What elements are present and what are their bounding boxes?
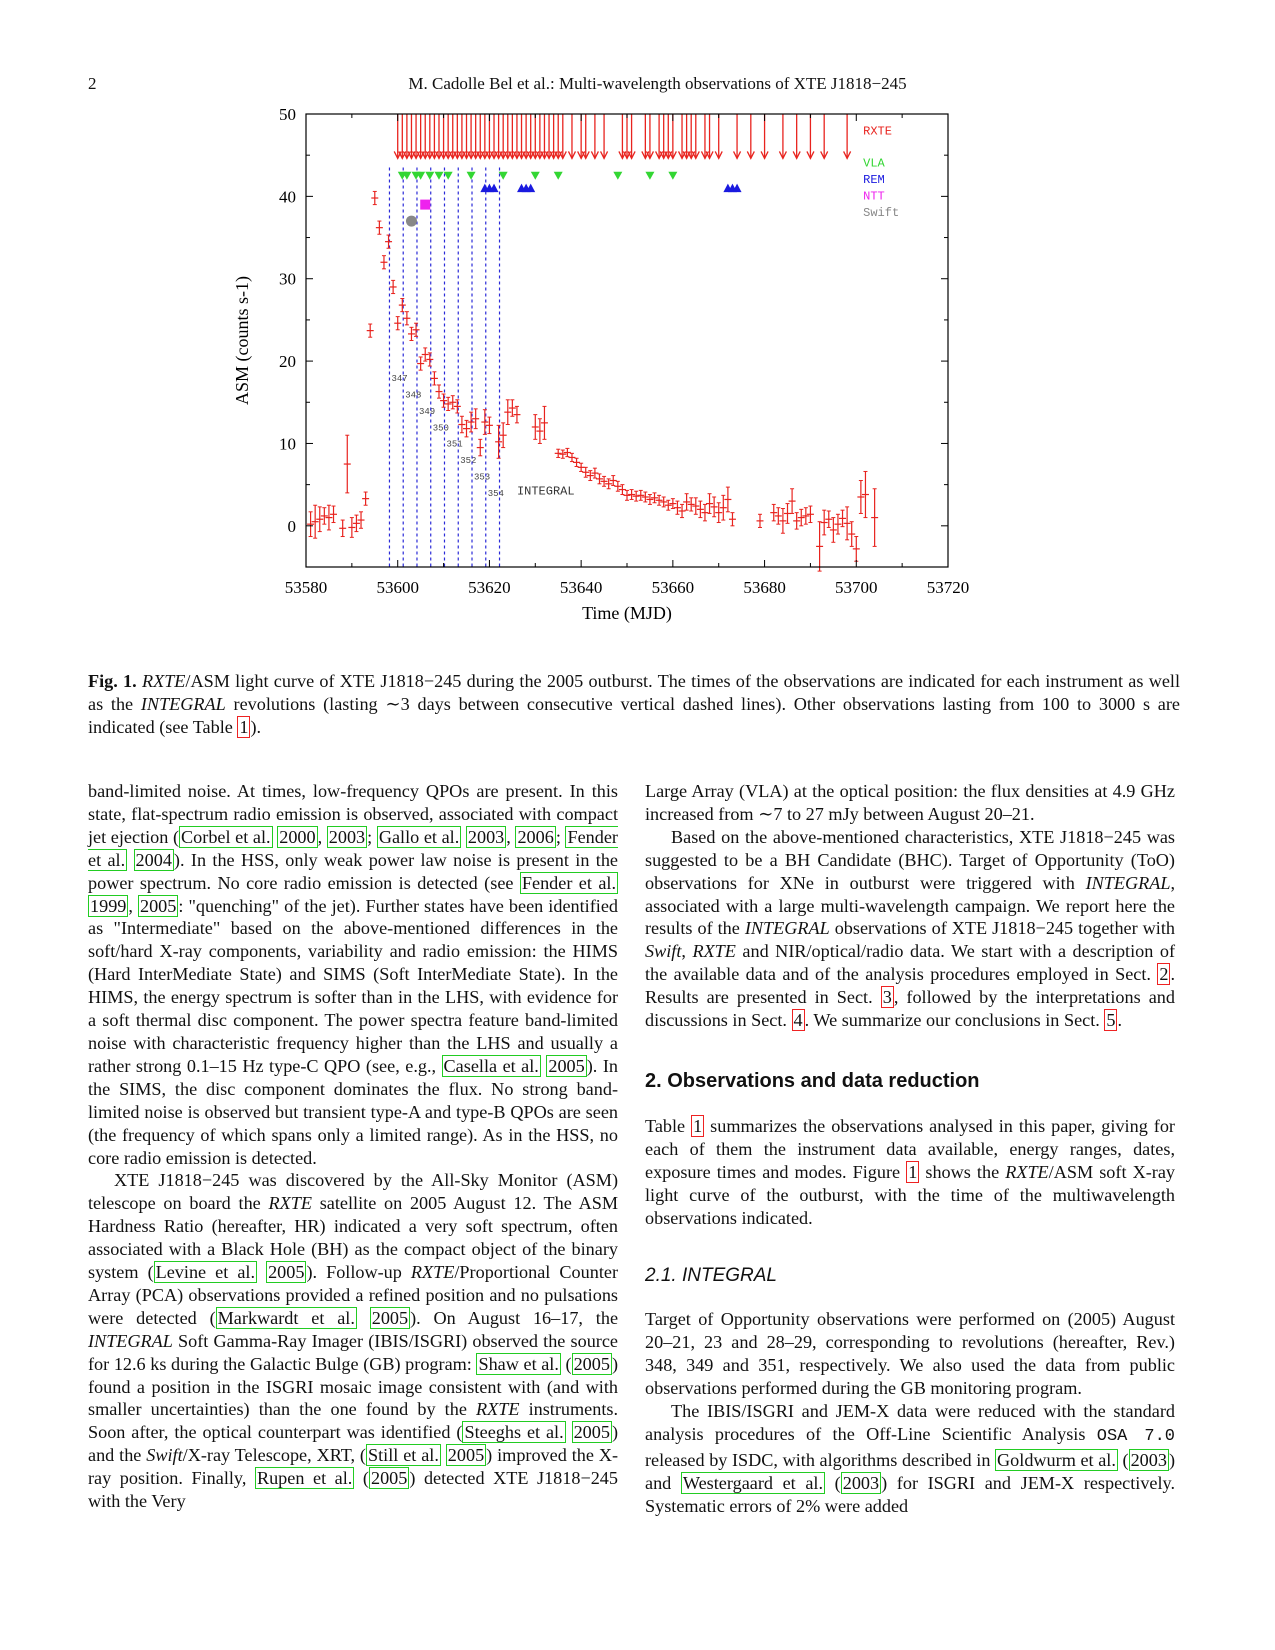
- asm-data-point: [458, 416, 465, 432]
- citation-link[interactable]: Steeghs et al.: [464, 1422, 564, 1443]
- asm-data-point: [390, 280, 397, 293]
- revolution-label: 353: [474, 472, 491, 483]
- asm-data-point: [362, 492, 369, 505]
- asm-data-point: [711, 497, 718, 517]
- rxte-arrow: [435, 114, 442, 158]
- x-tick-label: 53660: [651, 578, 695, 597]
- asm-data-point: [637, 490, 644, 500]
- revolution-label: 348: [405, 390, 422, 401]
- rxte-arrow: [683, 114, 690, 158]
- revolution-label: 349: [418, 406, 436, 417]
- citation-link[interactable]: 2003: [467, 826, 505, 847]
- asm-data-point: [821, 510, 828, 535]
- paragraph: Based on the above-mentioned characteristics, XTE J1818−245 was suggested to be a BH Candidate (BHC). Target of Opportunity (ToO) observations for XNe in outburst were triggered with INTEGRAL, associated with a large multi-wavelength campaign. We report here the results of the INTEGRAL observations of XTE J1818−245 together with Swift, RXTE and NIR/optical/radio data. We start with a description of the available data and of the analysis procedures employed in Sect. 2 . Results are presented in Sect. 3 , followed by the interpretations and discussions in Sect. 4 . We summarize our conclusions in Sect. 5 .: [645, 826, 1176, 1031]
- running-head: M. Cadolle Bel et al.: Multi-wavelength observations of XTE J1818−245: [408, 74, 907, 93]
- rxte-arrow: [679, 114, 686, 158]
- x-tick-label: 53720: [926, 578, 970, 597]
- rxte-arrow: [715, 114, 722, 158]
- rxte-arrow: [468, 114, 475, 158]
- rxte-arrow: [504, 114, 511, 158]
- caption-text: RXTE/ASM light curve of XTE J1818−245 during the 2005 outburst. The times of the observations are indicated for each instrument as well as the INTEGRAL revolutions (lasting ∼3 days between consecutive vertical dashed lines). Other observations lasting from 100 to 3000 s are indicated (see Table: [88, 671, 1181, 737]
- rxte-arrow: [844, 114, 851, 158]
- rxte-arrow: [399, 114, 406, 158]
- asm-data-point: [376, 221, 383, 234]
- asm-data-point: [834, 514, 841, 534]
- asm-data-point: [798, 509, 805, 525]
- italic-term: INTEGRAL: [744, 918, 830, 939]
- asm-data-point: [564, 448, 571, 456]
- paragraph: Large Array (VLA) at the optical position: the flux densities at 4.9 GHz increased from ∼7 to 27 mJy between August 20–21.: [645, 781, 1175, 824]
- asm-data-point: [646, 495, 653, 505]
- asm-data-point: [495, 425, 502, 458]
- citation-link[interactable]: 2005: [447, 1445, 485, 1466]
- asm-data-point: [463, 420, 470, 436]
- asm-data-point: [568, 453, 575, 461]
- y-tick-label: 40: [279, 187, 296, 207]
- x-tick-label: 53700: [835, 578, 878, 597]
- asm-data-point: [380, 256, 387, 269]
- rxte-arrow: [481, 114, 488, 158]
- subsection-heading: 2.1. INTEGRAL: [645, 1265, 777, 1287]
- table-ref-link[interactable]: 1: [239, 717, 249, 737]
- asm-data-point: [513, 406, 520, 422]
- asm-light-curve-chart: [230, 108, 1010, 628]
- rxte-arrow: [656, 114, 663, 158]
- asm-data-point: [371, 191, 378, 204]
- citation-link[interactable]: 2005: [573, 1353, 610, 1374]
- asm-data-point: [509, 400, 516, 416]
- asm-data-point: [394, 317, 401, 330]
- italic-term: RXTE: [268, 1193, 312, 1214]
- page-number: 2: [88, 74, 97, 93]
- paragraph: Target of Opportunity observations were performed on (2005) August 20–21, 23 and 28–29, corresponding to revolutions (hereafter, Rev.) 348, 349 and 351, respectively. We also used the data from public observations performed during the GB monitoring program.: [645, 1309, 1175, 1399]
- rxte-arrow: [568, 114, 575, 158]
- vla-marker: [434, 172, 443, 180]
- cross-reference-link[interactable]: 5: [1106, 1010, 1116, 1031]
- asm-data-point: [440, 394, 447, 407]
- asm-data-point: [775, 508, 782, 524]
- rxte-arrow: [692, 114, 699, 158]
- asm-data-point: [651, 493, 658, 503]
- asm-data-point: [358, 512, 365, 528]
- paragraph: XTE J1818−245 was discovered by the All-Sky Monitor (ASM) telescope on board the RXTE satellite on 2005 August 12. The ASM Hardness Ratio (hereafter, HR) indicated a very soft spectrum, often associated with a Black Hole (BH) as the compact object of the binary system ( Levine et al. 2005 ). Follow-up RXTE/Proportional Counter Array (PCA) observations provided a refined position and no pulsations were detected ( Markwardt et al. 2005 ). On August 16–17, the INTEGRAL Soft Gamma-Ray Imager (IBIS/ISGRI) observed the source for 12.6 ks during the Galactic Bulge (GB) program: Shaw et al. ( 2005 ) found a position in the ISGRI mosaic image consistent with (and with smaller uncertainties) than the one found by the RXTE instruments. Soon after, the optical counterpart was identified ( Steeghs et al. 2005 ) and the Swift/X-ray Telescope, XRT, ( Still et al. 2005 ) improved the X-ray position. Finally, Rupen et al. ( 2005 ) detected XTE J1818−245 with the Very: [88, 1170, 619, 1512]
- rxte-arrow: [624, 114, 631, 158]
- rxte-arrow: [417, 114, 424, 158]
- asm-data-point: [857, 481, 864, 514]
- rxte-arrow: [701, 114, 708, 158]
- revolution-label: 347: [391, 373, 408, 384]
- italic-term: RXTE: [1005, 1161, 1049, 1182]
- rxte-arrow: [706, 114, 713, 158]
- asm-data-point: [628, 490, 635, 500]
- y-tick-label: 50: [279, 108, 296, 124]
- x-tick-label: 53600: [376, 578, 419, 597]
- asm-data-point: [624, 490, 631, 500]
- rxte-arrow: [509, 114, 516, 158]
- rxte-arrow: [491, 114, 498, 158]
- vla-marker: [425, 172, 434, 180]
- vla-marker: [531, 172, 540, 180]
- rxte-arrow: [413, 114, 420, 158]
- asm-data-point: [591, 468, 598, 478]
- left-column: [88, 780, 618, 1513]
- asm-data-point: [325, 505, 332, 530]
- citation-link[interactable]: 1999: [90, 895, 127, 916]
- rxte-arrow: [601, 114, 608, 158]
- rxte-arrow: [559, 114, 566, 158]
- caption-label: Fig. 1.: [88, 671, 137, 691]
- asm-data-point: [504, 400, 511, 425]
- x-tick-label: 53680: [743, 578, 786, 597]
- rxte-arrow: [431, 114, 438, 158]
- italic-term: RXTE: [476, 1399, 520, 1420]
- rxte-arrow: [688, 114, 695, 158]
- rxte-arrow: [477, 114, 484, 158]
- asm-data-point: [802, 508, 809, 524]
- rxte-arrow: [793, 114, 800, 158]
- y-tick-label: 30: [279, 269, 296, 289]
- y-tick-label: 10: [279, 434, 296, 454]
- asm-data-point: [316, 507, 323, 532]
- asm-data-point: [344, 435, 351, 493]
- rxte-arrow: [408, 114, 415, 158]
- rxte-arrow: [536, 114, 543, 158]
- revolution-label: 352: [460, 456, 477, 467]
- figure-caption: [88, 670, 1180, 739]
- x-tick-label: 53620: [468, 578, 511, 597]
- asm-data-point: [871, 489, 878, 547]
- citation-link[interactable]: Casella et al.: [443, 1055, 539, 1076]
- rxte-arrow: [665, 114, 672, 158]
- citation-link[interactable]: Fender et al.: [88, 826, 618, 870]
- asm-data-point: [756, 514, 763, 527]
- cross-reference-link[interactable]: 1: [693, 1115, 703, 1136]
- asm-data-point: [862, 471, 869, 517]
- asm-data-point: [348, 518, 355, 538]
- asm-data-point: [701, 504, 708, 520]
- legend-entry-swift: Swift: [863, 206, 900, 221]
- rxte-arrow: [821, 114, 828, 158]
- legend-entry-ntt: NTT: [863, 189, 885, 204]
- cross-reference-link[interactable]: 2: [1159, 964, 1169, 985]
- rxte-arrow: [582, 114, 589, 158]
- citation-link[interactable]: Fender et al.: [521, 872, 616, 893]
- asm-data-point: [445, 397, 452, 410]
- asm-data-point: [807, 506, 814, 522]
- y-tick-label: 20: [279, 352, 296, 372]
- paragraph: The IBIS/ISGRI and JEM-X data were reduced with the standard analysis procedures of the Off-Line Scientific Analysis OSA 7.0 released by ISDC, with algorithms described in Goldwurm et al. ( 2003 ) and Westergaard et al. ( 2003 ) for ISGRI and JEM-X respectively. Systematic errors of 2% were added: [645, 1400, 1176, 1516]
- asm-data-point: [477, 439, 484, 455]
- legend-entry-rxte: RXTE: [863, 124, 892, 139]
- asm-data-point: [697, 501, 704, 517]
- asm-data-point: [715, 503, 722, 523]
- rxte-arrow: [440, 114, 447, 158]
- rxte-arrow: [734, 114, 741, 158]
- asm-data-point: [601, 476, 608, 486]
- rxte-arrow: [454, 114, 461, 158]
- italic-term: RXTE: [692, 941, 736, 962]
- integral-label: INTEGRAL: [516, 484, 575, 499]
- italic-term: INTEGRAL: [88, 1330, 173, 1351]
- rxte-arrow: [500, 114, 507, 158]
- citation-link[interactable]: Corbel et al.: [181, 826, 271, 847]
- asm-data-point: [692, 498, 699, 514]
- y-axis-label: ASM (counts s-1): [232, 276, 252, 405]
- asm-data-point: [532, 415, 539, 440]
- asm-data-point: [353, 515, 360, 531]
- citation-link[interactable]: Levine et al.: [155, 1262, 256, 1283]
- asm-data-point: [573, 458, 580, 466]
- x-tick-label: 53580: [284, 578, 328, 597]
- rxte-arrow: [546, 114, 553, 158]
- asm-data-point: [848, 522, 855, 547]
- italic-term: Swift: [146, 1445, 183, 1466]
- rxte-arrow: [628, 114, 635, 158]
- citation-link[interactable]: Markwardt et al.: [217, 1307, 355, 1328]
- citation-link[interactable]: 2005: [139, 895, 177, 916]
- rxte-arrow: [646, 114, 653, 158]
- cross-reference-link[interactable]: 3: [882, 987, 892, 1008]
- asm-data-point: [793, 513, 800, 529]
- asm-data-point: [330, 506, 337, 522]
- citation-link[interactable]: 2005: [370, 1468, 408, 1489]
- asm-data-point: [679, 504, 686, 517]
- rxte-arrow: [779, 114, 786, 158]
- rxte-arrow: [472, 114, 479, 158]
- rxte-arrow: [458, 114, 465, 158]
- rxte-arrow: [513, 114, 520, 158]
- rxte-arrow: [426, 114, 433, 158]
- asm-data-point: [729, 513, 736, 526]
- rxte-arrow: [532, 114, 539, 158]
- citation-link[interactable]: 2003: [842, 1472, 880, 1493]
- asm-data-point: [853, 537, 860, 562]
- rxte-arrow: [550, 114, 557, 158]
- asm-data-point: [825, 511, 832, 527]
- revolution-label: 350: [432, 423, 449, 434]
- asm-data-point: [435, 385, 442, 398]
- rxte-arrow: [541, 114, 548, 158]
- caption-end: ).: [250, 717, 262, 737]
- rxte-arrow: [807, 114, 814, 158]
- citation-link[interactable]: 2003: [1130, 1449, 1167, 1470]
- asm-data-point: [578, 463, 585, 471]
- asm-data-point: [500, 423, 507, 448]
- rxte-arrow: [527, 114, 534, 158]
- instrument-name: INTEGRAL: [140, 694, 226, 714]
- asm-data-point: [555, 449, 562, 457]
- citation-link[interactable]: 2004: [135, 849, 172, 870]
- vla-marker: [467, 172, 476, 180]
- asm-data-point: [367, 324, 374, 337]
- asm-data-point: [789, 489, 796, 514]
- asm-data-point: [399, 298, 406, 311]
- asm-data-point: [307, 512, 314, 537]
- section-heading: 2. Observations and data reduction: [645, 1069, 980, 1092]
- asm-data-point: [688, 498, 695, 511]
- citation-link[interactable]: 2003: [328, 826, 366, 847]
- software-name: OSA 7.0: [1096, 1426, 1175, 1446]
- rxte-arrow: [523, 114, 530, 158]
- cross-reference-link[interactable]: 4: [793, 1010, 803, 1031]
- ntt-marker: [420, 200, 430, 210]
- asm-data-point: [669, 499, 676, 509]
- rxte-arrow: [422, 114, 429, 158]
- paragraph: band-limited noise. At times, low-frequency QPOs are present. In this state, flat-spectrum radio emission is observed, associated with compact jet ejection ( Corbel et al. 2000 , 2003 ; Gallo et al. 2003 , 2006 ; Fender et al. 2004 ). In the HSS, only weak power law noise is present in the power spectrum. No core radio emission is detected (see Fender et al. 1999 , 2005 : "quenching" of the jet). Further states have been identified as "Intermediate" based on the above-mentioned differences in the soft/hard X-ray components, variability and radio emission: the HIMS (Hard InterMediate State) and SIMS (Soft InterMediate State). In the HIMS, the energy spectrum is softer than in the LHS, with evidence for a soft thermal disc component. The power spectra feature band-limited noise with characteristic frequency higher than the LHS and usually a rather strong 0.1–15 Hz type-C QPO (see, e.g., Casella et al. 2005 ). In the SIMS, the disc component dominates the flux. No strong band-limited noise is observed but transient type-A and type-B QPOs are seen (the frequency of which spans only a limited range). As in the HSS, no core radio emission is detected.: [88, 781, 619, 1168]
- rxte-arrow: [642, 114, 649, 158]
- rxte-arrow: [495, 114, 502, 158]
- paragraph: Table 1 summarizes the observations analysed in this paper, giving for each of them the instrument data available, energy ranges, dates, exposure times and modes. Figure 1 shows the RXTE/ASM soft X-ray light curve of the outburst, with the time of the multiwavelength observations indicated.: [645, 1115, 1175, 1228]
- asm-data-point: [339, 520, 346, 536]
- vla-marker: [613, 172, 622, 180]
- vla-marker: [645, 172, 654, 180]
- vla-marker: [668, 172, 677, 180]
- legend-entry-rem: REM: [863, 173, 885, 188]
- right-column: [645, 780, 1175, 1517]
- asm-data-point: [633, 491, 640, 501]
- citation-link[interactable]: 2005: [268, 1262, 305, 1283]
- revolution-label: 354: [487, 489, 504, 500]
- asm-data-point: [844, 507, 851, 540]
- x-tick-label: 53640: [559, 578, 603, 597]
- citation-link[interactable]: 2005: [371, 1307, 409, 1328]
- citation-link[interactable]: Goldwurm et al.: [997, 1449, 1116, 1470]
- asm-data-point: [559, 450, 566, 458]
- asm-data-point: [431, 372, 438, 385]
- x-axis-label: Time (MJD): [582, 603, 672, 623]
- asm-data-point: [486, 417, 493, 433]
- rxte-arrow: [591, 114, 598, 158]
- asm-data-point: [417, 357, 424, 370]
- swift-marker: [406, 216, 417, 227]
- rxte-arrow: [403, 114, 410, 158]
- asm-data-point: [321, 508, 328, 524]
- citation-link[interactable]: 2000: [279, 826, 316, 847]
- asm-data-point: [541, 406, 548, 439]
- asm-data-point: [816, 522, 823, 571]
- asm-data-point: [770, 504, 777, 520]
- asm-data-point: [472, 409, 479, 429]
- italic-term: RXTE: [410, 1262, 455, 1283]
- citation-link[interactable]: Shaw et al.: [478, 1353, 559, 1374]
- asm-data-point: [642, 492, 649, 502]
- citation-link[interactable]: 2005: [573, 1422, 610, 1443]
- rxte-arrow: [555, 114, 562, 158]
- citation-link[interactable]: Westergaard et al.: [682, 1472, 824, 1493]
- citation-link[interactable]: Still et al.: [368, 1445, 439, 1466]
- rxte-arrow: [463, 114, 470, 158]
- rxte-arrow: [449, 114, 456, 158]
- rxte-arrow: [747, 114, 754, 158]
- revolution-label: 351: [446, 439, 463, 450]
- asm-data-point: [706, 494, 713, 514]
- italic-term: Swift: [645, 941, 682, 962]
- asm-data-point: [481, 410, 488, 435]
- rxte-arrow: [445, 114, 452, 158]
- asm-data-point: [596, 474, 603, 484]
- citation-link[interactable]: 2005: [548, 1055, 585, 1076]
- rxte-arrow: [619, 114, 626, 158]
- rxte-arrow: [518, 114, 525, 158]
- asm-data-point: [683, 494, 690, 510]
- asm-data-point: [656, 495, 663, 505]
- cross-reference-link[interactable]: 1: [908, 1161, 918, 1182]
- italic-term: INTEGRAL: [1085, 872, 1171, 893]
- y-tick-label: 0: [287, 516, 296, 536]
- vla-marker: [554, 172, 563, 180]
- asm-data-point: [385, 235, 392, 248]
- citation-link[interactable]: Rupen et al.: [256, 1468, 353, 1489]
- citation-link[interactable]: Gallo et al.: [378, 826, 460, 847]
- asm-data-point: [779, 509, 786, 534]
- rxte-arrow: [660, 114, 667, 158]
- legend-entry-vla: VLA: [863, 156, 885, 171]
- citation-link[interactable]: 2006: [517, 826, 554, 847]
- asm-data-point: [312, 505, 319, 538]
- asm-data-point: [403, 312, 410, 325]
- asm-data-point: [830, 518, 837, 543]
- instrument-name: RXTE: [141, 671, 186, 691]
